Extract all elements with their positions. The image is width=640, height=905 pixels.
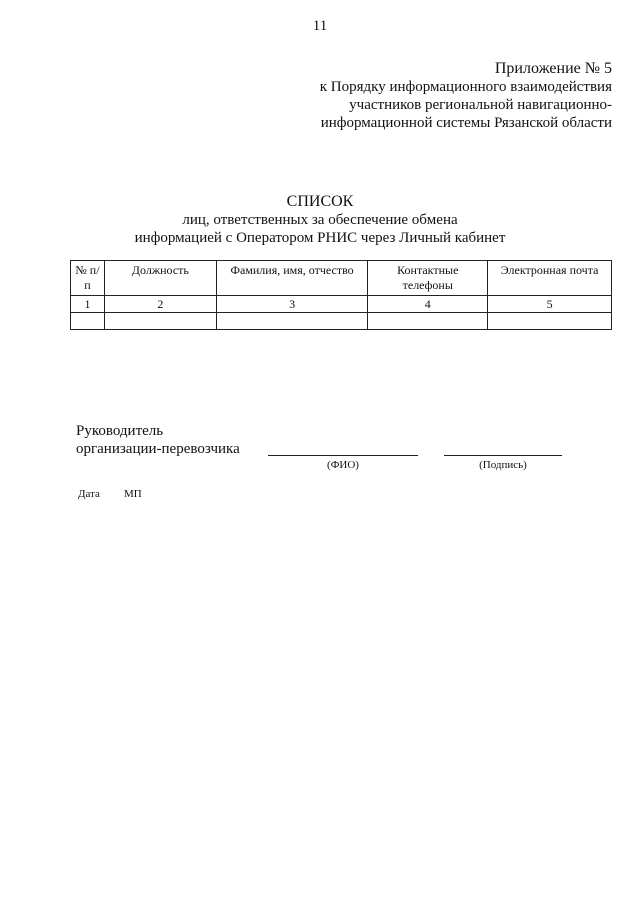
appendix-line-3: участников региональной навигационно- <box>349 97 612 113</box>
table-cell: 1 <box>71 296 105 313</box>
table-cell: 5 <box>488 296 612 313</box>
title-line-3: информацией с Оператором РНИС через Личный кабинет <box>134 230 506 246</box>
page-number: 11 <box>312 18 328 34</box>
appendix-line-2: к Порядку информационного взаимодействия <box>319 79 612 95</box>
date-label: Дата <box>78 488 100 500</box>
table-row <box>71 313 612 330</box>
title-main: СПИСОК <box>286 193 354 210</box>
table-header-row <box>71 261 612 296</box>
fio-label: (ФИО) <box>327 459 359 471</box>
header-email: Электронная почта <box>488 261 612 296</box>
table-cell <box>368 313 488 330</box>
table-cell: 2 <box>104 296 216 313</box>
header-number: № п/п <box>71 261 105 296</box>
table-numbering-row <box>71 296 612 313</box>
sign-signature-line <box>444 455 562 456</box>
signatory-line-1: Руководитель <box>76 423 164 439</box>
stamp-label: МП <box>124 488 142 500</box>
header-position: Должность <box>104 261 216 296</box>
signatory-line-2: организации-перевозчика <box>76 441 240 457</box>
signatory-label <box>76 422 240 458</box>
header-full-name: Фамилия, имя, отчество <box>216 261 368 296</box>
header-phones: Контактные телефоны <box>368 261 488 296</box>
appendix-line-4: информационной системы Рязанской области <box>320 115 612 131</box>
table-cell <box>71 313 105 330</box>
table-cell <box>104 313 216 330</box>
fio-signature-line <box>268 455 418 456</box>
table-cell: 3 <box>216 296 368 313</box>
sign-label: (Подпись) <box>479 459 527 471</box>
appendix-title: Приложение № 5 <box>494 60 612 77</box>
table-cell <box>488 313 612 330</box>
appendix-header <box>320 60 612 132</box>
title-line-2: лиц, ответственных за обеспечение обмена <box>182 212 458 228</box>
responsible-persons-table <box>70 260 612 330</box>
table-cell <box>216 313 368 330</box>
document-title <box>0 193 640 247</box>
table-cell: 4 <box>368 296 488 313</box>
